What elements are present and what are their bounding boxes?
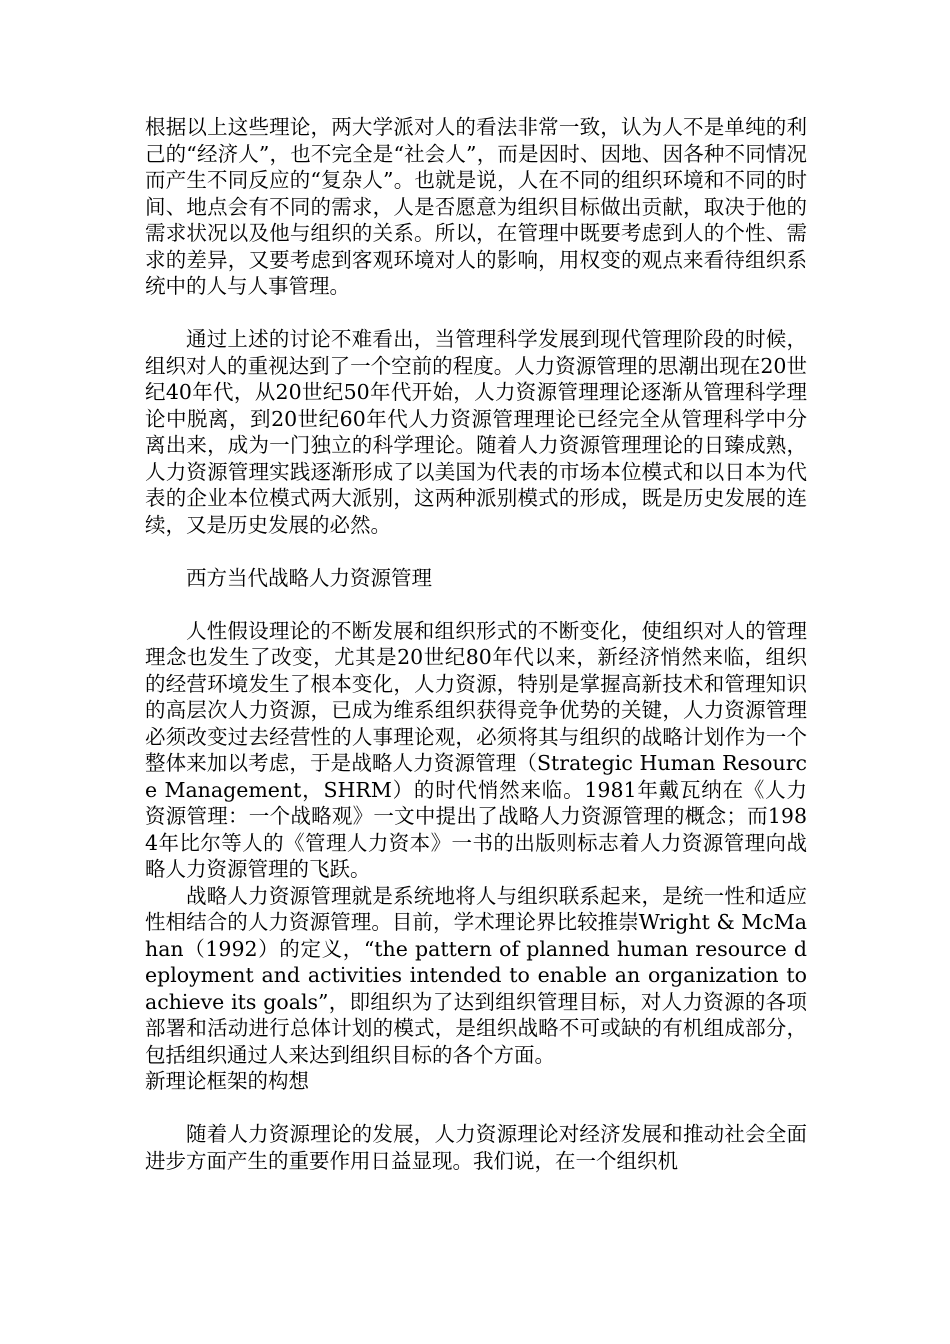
paragraph-hr-theory-development: 随着人力资源理论的发展，人力资源理论对经济发展和推动社会全面进步方面产生的重要作用日益显现。我们说，在一个组织机 [145, 1122, 807, 1173]
paragraph-shrm-definition: 战略人力资源管理就是系统地将人与组织联系起来，是统一性和适应性相结合的人力资源管理。目前，学术理论界比较推崇Wright & McMahan（1992）的定义，“the pattern of planned human resource deployment and activities intended to enable an organization to achieve its goals”，即组织为了达到组织管理目标，对人力资源的各项部署和活动进行总体计划的模式，是组织战略不可或缺的有机组成部分，包括组织通过人来达到组织目标的各个方面。 [145, 883, 807, 1067]
paragraph-gap [145, 1095, 807, 1122]
section-heading-shrm: 西方当代战略人力资源管理 [186, 565, 432, 590]
paragraph-complex-man: 根据以上这些理论，两大学派对人的看法非常一致，认为人不是单纯的利己的“经济人”，也不完全是“社会人”，而是因时、因地、因各种不同情况而产生不同反应的“复杂人”。也就是说，人在不同的组织环境和不同的时间、地点会有不同的需求，人是否愿意为组织目标做出贡献，取决于他的需求状况以及他与组织的关系。所以，在管理中既要考虑到人的个性、需求的差异，又要考虑到客观环境对人的影响，用权变的观点来看待组织系统中的人与人事管理。 [145, 115, 807, 298]
paragraph-hrm-history: 通过上述的讨论不难看出，当管理科学发展到现代管理阶段的时候，组织对人的重视达到了一个空前的程度。人力资源管理的思潮出现在20世纪40年代，从20世纪50年代开始，人力资源管理理论逐渐从管理科学理论中脱离，到20世纪60年代人力资源管理理论已经完全从管理科学中分离出来，成为一门独立的科学理论。随着人力资源管理理论的日臻成熟，人力资源管理实践逐渐形成了以美国为代表的市场本位模式和以日本为代表的企业本位模式两大派别，这两种派别模式的形成，既是历史发展的连续，又是历史发展的必然。 [145, 327, 807, 537]
paragraph-gap [145, 538, 807, 565]
paragraph-gap [145, 591, 807, 618]
document-page [145, 114, 807, 1174]
paragraph-shrm-origin: 人性假设理论的不断发展和组织形式的不断变化，使组织对人的管理理念也发生了改变，尤其是20世纪80年代以来，新经济悄然来临，组织的经营环境发生了根本变化，人力资源，特别是掌握高新技术和管理知识的高层次人力资源，已成为维系组织获得竞争优势的关键，人力资源管理必须改变过去经营性的人事理论观，必须将其与组织的战略计划作为一个整体来加以考虑，于是战略人力资源管理（Strategic Human Resource Management，SHRM）的时代悄然来临。1981年戴瓦纳在《人力资源管理：一个战略观》一文中提出了战略人力资源管理的概念；而1984年比尔等人的《管理人力资本》一书的出版则标志着人力资源管理向战略人力资源管理的飞跃。 [145, 618, 807, 881]
paragraph-gap [145, 300, 807, 327]
section-heading-new-framework: 新理论框架的构想 [145, 1069, 309, 1093]
